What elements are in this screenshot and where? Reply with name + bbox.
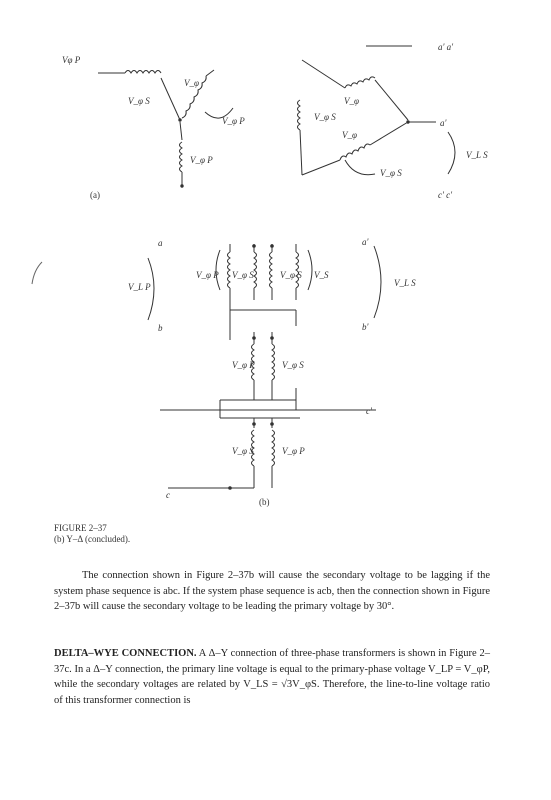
label-vphi-left: V_φ P [196,270,219,280]
label-node-bottom: c' c' [438,190,453,200]
label-vphi-c6: V_φ P [282,446,305,456]
coil-d3 [340,144,370,160]
label-coil-lower: V_φ S [380,168,402,178]
part-label-a: (a) [90,190,100,200]
label-node-a2: a' [362,237,369,247]
label-coil-upper: V_φ [344,96,359,106]
vphi-arc-2 [345,160,375,175]
paragraph-2-text: A Δ–Y connection of three-phase transformers is shown in Figure 2–37c. In a Δ–Y connection, the primary line voltage is equal to the primary-phase voltage V_LP = V_φP, while the secondary voltages are related by V_LS = √3V_φS. Therefore, the line-to-line voltage ratio of this transformer connection is [54,648,490,706]
coil-a1 [125,71,161,74]
label-vphi-mid: V_φ [184,78,199,88]
label-vphi-p-top: Vφ P [62,55,81,65]
label-node-right: a' [440,118,447,128]
part-label-b: (b) [259,497,270,507]
caption-text: (b) Y–Δ (concluded). [54,534,131,544]
coil-d1 [345,77,375,88]
vls-arc [448,132,455,174]
label-vphi-c5: V_φ S [232,446,254,456]
label-vphi-down: V_φ P [190,155,213,165]
label-vs: V_S [314,270,329,280]
label-node-c: c [166,490,170,500]
label-coil-mid: V_φ [342,130,357,140]
label-vphi-right: V_φ P [222,116,245,126]
label-coil-left: V_φ S [314,112,336,122]
coil-b8 [272,430,275,466]
label-node-b2: b' [362,322,369,332]
coil-b6 [272,344,275,380]
body-paragraph-1 [54,568,490,615]
coil-d2 [298,100,301,130]
coil-b1 [228,252,231,288]
margin-mark [32,262,42,284]
body-paragraph-2 [54,646,490,708]
label-vls-a: V_L S [466,150,488,160]
caption-title: FIGURE 2–37 [54,523,107,533]
figure-caption [54,523,130,545]
label-node-top: a' a' [438,42,454,52]
delta-diagram-a [298,46,456,175]
label-node-b: b [158,323,163,333]
coil-a3 [180,142,183,172]
label-vls-b: V_L S [394,278,416,288]
coil-b2 [254,252,257,288]
label-vphi-c2: V_φ S [280,270,302,280]
wye-diagram-a [98,70,233,187]
label-vlp: V_L P [128,282,151,292]
wye-delta-diagram-b [32,244,381,489]
label-vphi-c3: V_φ P [232,360,255,370]
paragraph-1-text: The connection shown in Figure 2–37b will cause the secondary voltage to be lagging if the system phase sequence is abc. If the system phase sequence is acb, then the connection shown in Figure 2–37b will cause the secondary voltage to be leading the primary voltage by 30°. [54,570,490,613]
vphi-bracket-r [308,250,312,290]
label-vphi-s: V_φ S [128,96,150,106]
label-node-a: a [158,238,163,248]
label-vphi-c4: V_φ S [282,360,304,370]
coil-b3 [270,252,273,288]
label-vphi-c1: V_φ S [232,270,254,280]
vls-arc-b [374,246,381,318]
section-runin-heading: DELTA–WYE CONNECTION. [54,648,197,659]
label-node-c2: c' [366,406,372,416]
